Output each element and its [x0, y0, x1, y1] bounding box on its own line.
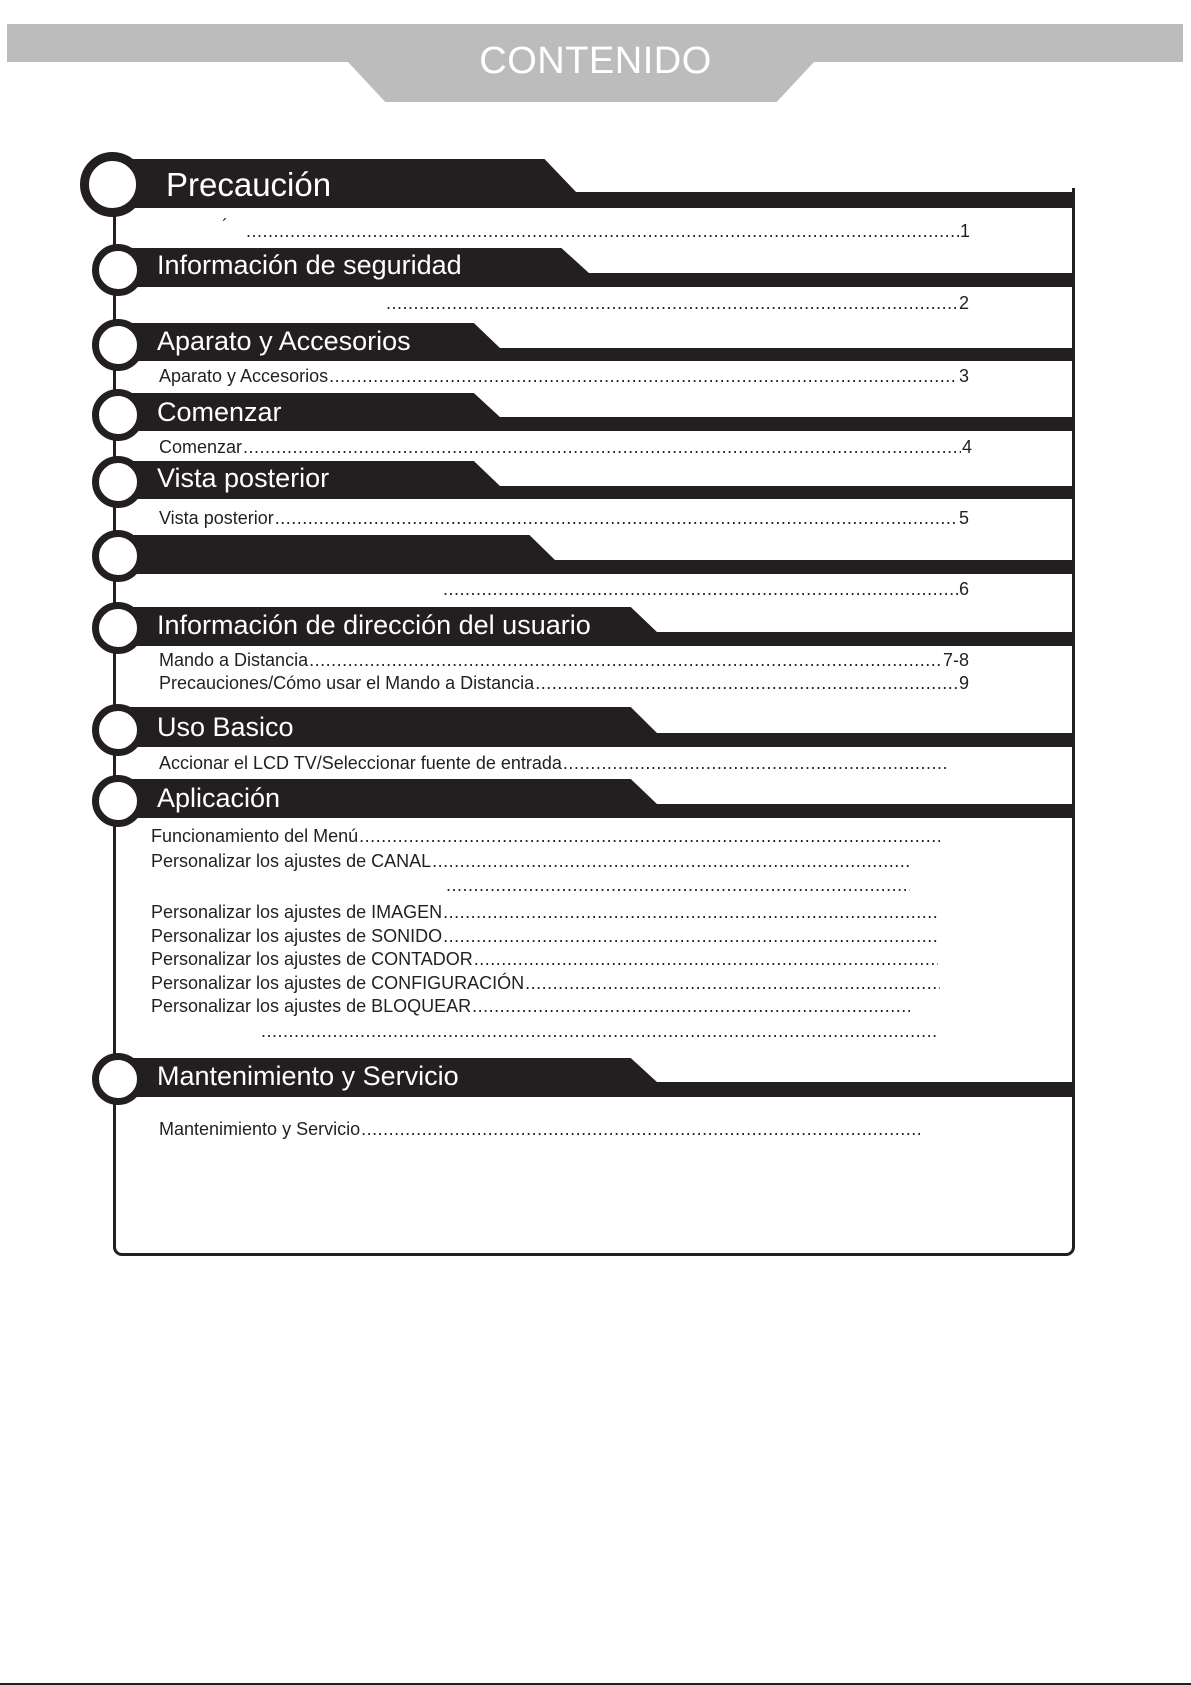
section-circle-icon	[92, 389, 144, 441]
toc-entry-label: Mando a Distancia	[159, 650, 309, 670]
toc-dot-leader	[563, 752, 948, 774]
toc-dot-leader	[386, 292, 958, 314]
section-circle-icon	[92, 704, 144, 756]
toc-dot-leader	[243, 436, 961, 458]
section-circle-icon	[92, 775, 144, 827]
toc-entry-page: 2	[958, 293, 969, 313]
section-circle-icon	[92, 319, 144, 371]
toc-entry-label: Precauciones/Cómo usar el Mando a Distancia	[159, 673, 535, 693]
toc-dot-leader	[329, 365, 958, 387]
toc-dot-leader	[443, 578, 958, 600]
toc-dot-leader	[443, 901, 938, 923]
section-tab-untitled	[113, 535, 556, 561]
toc-entry[interactable]	[159, 649, 969, 671]
section-title: Mantenimiento y Servicio	[157, 1061, 459, 1091]
toc-dot-leader	[261, 1020, 939, 1042]
toc-entry-label: Vista posterior	[159, 508, 274, 528]
toc-entry-label: Personalizar los ajustes de SONIDO	[151, 926, 443, 946]
toc-entry[interactable]	[151, 901, 939, 923]
toc-entry[interactable]	[159, 365, 969, 387]
section-circle-icon	[92, 244, 144, 296]
toc-entry[interactable]	[151, 948, 939, 970]
toc-entry[interactable]	[260, 1020, 940, 1042]
section-title: Precaución	[166, 166, 332, 203]
toc-entry-label: Personalizar los ajustes de BLOQUEAR	[151, 996, 472, 1016]
toc-dot-leader	[309, 649, 942, 671]
toc-dot-leader	[525, 972, 940, 994]
section-circle-icon	[92, 1053, 144, 1105]
toc-dot-leader	[359, 825, 940, 847]
toc-entry[interactable]	[385, 292, 969, 314]
toc-entry-label: Personalizar los ajustes de CONFIGURACIÓN	[151, 973, 525, 993]
toc-entry-label: Mantenimiento y Servicio	[159, 1119, 361, 1139]
toc-entry[interactable]	[151, 825, 941, 847]
section-title: Comenzar	[157, 397, 282, 427]
toc-dot-leader	[361, 1118, 920, 1140]
toc-entry[interactable]	[245, 220, 970, 242]
section-circle-icon	[92, 456, 144, 508]
toc-dot-leader	[432, 850, 910, 872]
toc-entry-page: 4	[961, 437, 972, 457]
toc-dot-leader	[446, 874, 910, 896]
toc-entry[interactable]	[151, 972, 941, 994]
toc-entry-label: Personalizar los ajustes de CONTADOR	[151, 949, 473, 969]
toc-entry-page: 3	[958, 366, 969, 386]
toc-entry-page: 5	[958, 508, 969, 528]
section-title: Vista posterior	[157, 463, 330, 493]
toc-entry[interactable]	[159, 507, 969, 529]
toc-dot-leader	[246, 220, 959, 242]
section-title: Información de dirección del usuario	[157, 610, 591, 640]
toc-entry[interactable]	[151, 850, 911, 872]
section-title: Aplicación	[157, 783, 281, 813]
toc-dot-leader	[443, 925, 938, 947]
section-title: Aparato y Accesorios	[157, 326, 411, 356]
accent-mark: ´	[222, 216, 228, 236]
toc-entry[interactable]	[442, 578, 969, 600]
section-title: Uso Basico	[157, 712, 294, 742]
section-bar-untitled	[113, 560, 1075, 574]
toc-entry-label: Comenzar	[159, 437, 243, 457]
toc-entry-label: Aparato y Accesorios	[159, 366, 329, 386]
toc-entry-page: 6	[958, 579, 969, 599]
toc-entry[interactable]	[159, 1118, 921, 1140]
toc-entry[interactable]	[159, 752, 949, 774]
section-title: Información de seguridad	[157, 250, 462, 280]
section-circle-icon	[80, 152, 145, 217]
toc-entry[interactable]	[445, 874, 911, 896]
toc-entry[interactable]	[151, 995, 911, 1017]
toc-entry-label: Personalizar los ajustes de IMAGEN	[151, 902, 443, 922]
toc-entry-page: 7-8	[942, 650, 969, 670]
toc-entry-page: 9	[958, 673, 969, 693]
toc-dot-leader	[472, 995, 910, 1017]
toc-entry-label: Personalizar los ajustes de CANAL	[151, 851, 432, 871]
section-circle-icon	[92, 530, 144, 582]
toc-dot-leader	[474, 948, 938, 970]
toc-entry-label: Funcionamiento del Menú	[151, 826, 359, 846]
toc-entry[interactable]	[159, 436, 972, 458]
page-title: CONTENIDO	[479, 40, 712, 82]
toc-entry-label: Accionar el LCD TV/Seleccionar fuente de entrada	[159, 753, 562, 773]
toc-entry-page: 1	[959, 221, 970, 241]
toc-entry[interactable]	[159, 672, 969, 694]
section-circle-icon	[92, 602, 144, 654]
toc-dot-leader	[535, 672, 958, 694]
toc-entry[interactable]	[151, 925, 939, 947]
toc-dot-leader	[275, 507, 958, 529]
